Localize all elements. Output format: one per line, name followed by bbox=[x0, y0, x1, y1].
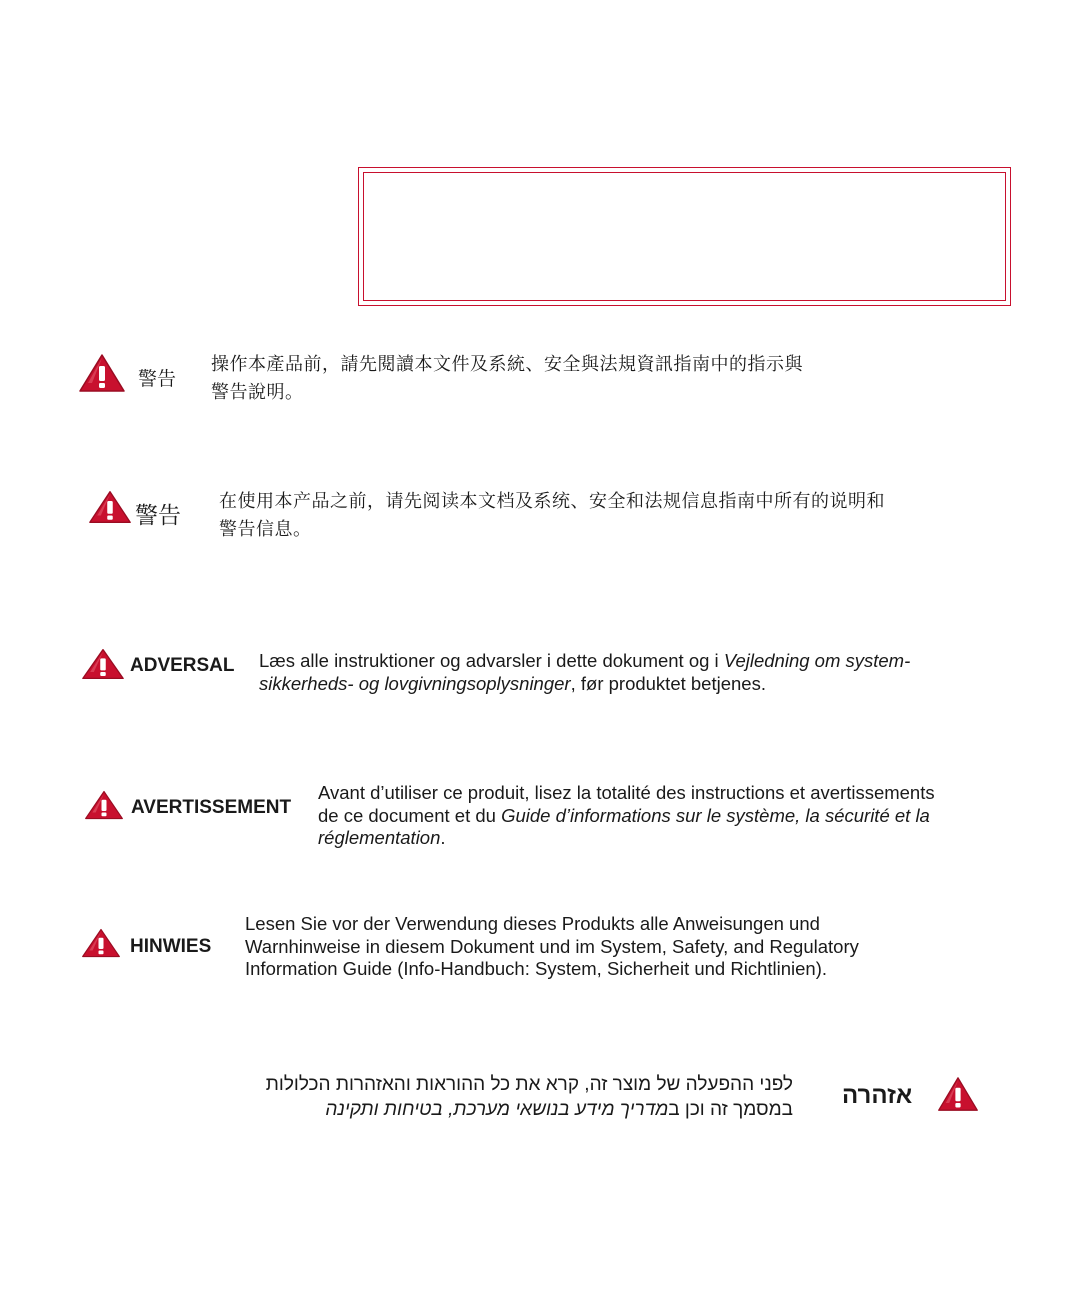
warning-triangle-icon bbox=[81, 648, 125, 680]
warning-triangle-icon bbox=[937, 1076, 979, 1112]
warning-text-line bbox=[219, 488, 885, 516]
warning-text bbox=[219, 488, 885, 544]
warning-text-line bbox=[318, 782, 935, 805]
warning-text-line bbox=[150, 1072, 793, 1097]
warning-text-line bbox=[211, 351, 803, 379]
text-run: 警告信息。 bbox=[219, 519, 312, 540]
warning-text-line bbox=[318, 805, 935, 828]
warning-label: 警告 bbox=[135, 503, 181, 529]
text-run: . bbox=[440, 827, 446, 848]
warning-label: אזהרה bbox=[842, 1082, 913, 1109]
warning-text bbox=[245, 913, 859, 981]
warning-text-line bbox=[259, 650, 910, 673]
text-run: 操作本產品前，請先閱讀本文件及系統、安全與法規資訊指南中的指示與 bbox=[211, 354, 803, 375]
warning-text bbox=[150, 1072, 793, 1122]
warning-text bbox=[211, 351, 803, 407]
text-run: Warnhinweise in diesem Dokument und im System, Safety, and Regulatory bbox=[245, 935, 859, 957]
text-run: de ce document et du bbox=[318, 804, 502, 826]
warning-text-line bbox=[318, 827, 935, 850]
warning-text-line bbox=[245, 913, 859, 936]
text-run: Information Guide (Info-Handbuch: System, Sicherheit und Richtlinien). bbox=[245, 958, 828, 979]
warning-label: ADVERSAL bbox=[130, 655, 235, 676]
warning-label: HINWIES bbox=[130, 936, 212, 957]
guide-title-text: Guide d’informations sur le système, la sécurité et la bbox=[501, 804, 930, 826]
warning-text-line bbox=[211, 379, 803, 407]
warning-label: AVERTISSEMENT bbox=[131, 797, 292, 818]
guide-title-text: sikkerheds- og lovgivningsoplysninger bbox=[259, 672, 571, 694]
warning-triangle-icon bbox=[78, 353, 126, 393]
text-run: 在使用本产品之前，请先阅读本文档及系统、安全和法规信息指南中所有的说明和 bbox=[219, 491, 885, 512]
warning-triangle-icon bbox=[88, 490, 132, 524]
warning-triangle-icon bbox=[81, 928, 121, 958]
warning-text bbox=[318, 782, 935, 850]
warning-text-line bbox=[245, 958, 859, 981]
empty-notice-frame bbox=[358, 167, 1011, 306]
text-run: 警告說明。 bbox=[211, 382, 304, 403]
warning-text-line bbox=[259, 673, 910, 696]
guide-title-text: Vejledning om system- bbox=[723, 650, 911, 671]
text-run: לפני ההפעלה של מוצר זה, קרא את כל ההוראות והאזהרות הכלולות bbox=[265, 1074, 793, 1095]
text-run: , før produktet betjenes. bbox=[570, 672, 766, 694]
warning-label: 警告 bbox=[138, 368, 177, 390]
text-run: Læs alle instruktioner og advarsler i dette dokument og i bbox=[259, 650, 724, 671]
warning-text-line bbox=[150, 1097, 793, 1122]
text-run: במסמך זה וכן ב bbox=[668, 1099, 793, 1120]
empty-notice-frame-inner bbox=[363, 172, 1006, 301]
warning-text-line bbox=[245, 936, 859, 959]
text-run: Lesen Sie vor der Verwendung dieses Produkts alle Anweisungen und bbox=[245, 913, 820, 934]
text-run: Avant d’utiliser ce produit, lisez la totalité des instructions et avertissements bbox=[318, 782, 935, 803]
guide-title-text: מדריך מידע בנושאי מערכת, בטיחות ותקינה bbox=[325, 1099, 669, 1120]
warning-text-line bbox=[219, 516, 885, 544]
warning-text bbox=[259, 650, 910, 695]
guide-title-text: réglementation bbox=[318, 827, 441, 848]
warning-triangle-icon bbox=[84, 790, 124, 820]
